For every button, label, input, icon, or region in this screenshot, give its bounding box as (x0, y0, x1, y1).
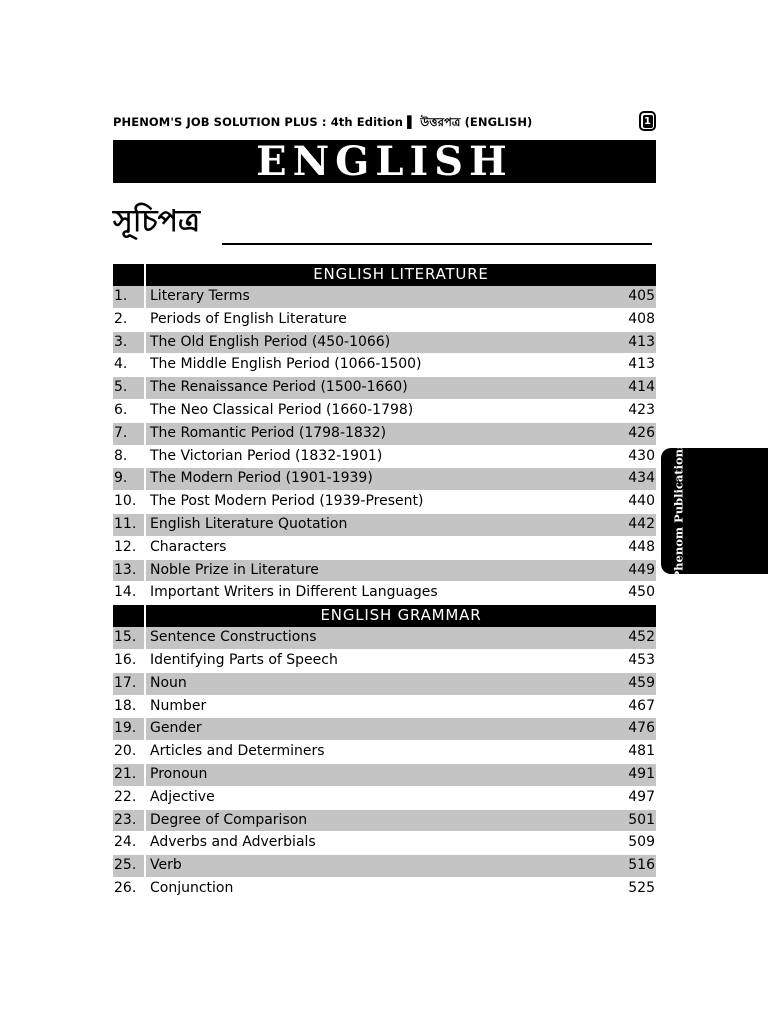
toc-item-number: 15. (113, 627, 145, 649)
toc-item-title: Noun (145, 672, 613, 695)
toc-row (113, 877, 656, 900)
toc-section-title: ENGLISH GRAMMAR (145, 605, 656, 628)
toc-item-page: 497 (613, 786, 656, 809)
toc-item-number: 16. (113, 649, 145, 672)
toc-item-page: 414 (613, 377, 656, 400)
toc-item-number: 14. (113, 582, 145, 605)
toc-item-page: 476 (613, 718, 656, 741)
toc-row (113, 513, 656, 536)
toc-item-page: 430 (613, 445, 656, 468)
toc-item-title: The Victorian Period (1832-1901) (145, 445, 613, 468)
toc-heading-rule (222, 243, 652, 245)
toc-item-page: 426 (613, 422, 656, 445)
toc-item-number: 4. (113, 354, 145, 377)
toc-item-page: 516 (613, 855, 656, 878)
toc-item-page: 525 (613, 877, 656, 900)
toc-item-number: 11. (113, 513, 145, 536)
toc-item-title: The Renaissance Period (1500-1660) (145, 377, 613, 400)
toc-item-title: Characters (145, 536, 613, 559)
toc-item-number: 22. (113, 786, 145, 809)
toc-section-header (113, 264, 656, 286)
toc-item-page: 501 (613, 809, 656, 832)
toc-item-page: 481 (613, 741, 656, 764)
toc-item-title: Periods of English Literature (145, 308, 613, 331)
toc-item-number: 7. (113, 422, 145, 445)
toc-item-page: 413 (613, 331, 656, 354)
toc-item-number: 9. (113, 468, 145, 491)
toc-item-page: 450 (613, 582, 656, 605)
toc-row (113, 491, 656, 514)
toc-item-page: 453 (613, 649, 656, 672)
toc-item-page: 442 (613, 513, 656, 536)
toc-item-title: Articles and Determiners (145, 741, 613, 764)
toc-item-title: The Neo Classical Period (1660-1798) (145, 399, 613, 422)
toc-item-page: 440 (613, 491, 656, 514)
toc-item-number: 6. (113, 399, 145, 422)
toc-item-page: 405 (613, 286, 656, 308)
running-head (113, 111, 656, 135)
toc-heading: সূচিপত্র (113, 204, 200, 239)
toc-row (113, 468, 656, 491)
toc-item-page: 491 (613, 763, 656, 786)
toc-item-number: 3. (113, 331, 145, 354)
toc-item-number: 12. (113, 536, 145, 559)
toc-item-title: English Literature Quotation (145, 513, 613, 536)
toc-item-title: The Romantic Period (1798-1832) (145, 422, 613, 445)
toc-section-spacer (113, 605, 145, 628)
toc-item-page: 452 (613, 627, 656, 649)
toc-item-page: 449 (613, 559, 656, 582)
toc-section-spacer (113, 264, 145, 286)
toc-item-number: 19. (113, 718, 145, 741)
toc-item-page: 434 (613, 468, 656, 491)
toc-row (113, 308, 656, 331)
toc-item-page: 413 (613, 354, 656, 377)
toc-item-title: Identifying Parts of Speech (145, 649, 613, 672)
toc-section-header (113, 605, 656, 628)
toc-item-title: The Post Modern Period (1939-Present) (145, 491, 613, 514)
toc-item-page: 509 (613, 832, 656, 855)
toc-row (113, 763, 656, 786)
toc-row (113, 718, 656, 741)
toc-item-title: The Old English Period (450-1066) (145, 331, 613, 354)
running-head-text: PHENOM'S JOB SOLUTION PLUS : 4th Edition ▌ উত্তরপত্র (ENGLISH) (113, 115, 533, 129)
side-tab-label: Phenom Publications (671, 442, 685, 580)
toc-row (113, 331, 656, 354)
toc-item-title: Noble Prize in Literature (145, 559, 613, 582)
toc-item-number: 25. (113, 855, 145, 878)
toc-item-page: 408 (613, 308, 656, 331)
toc-row (113, 741, 656, 764)
toc-item-number: 24. (113, 832, 145, 855)
toc-item-number: 23. (113, 809, 145, 832)
toc-table (113, 264, 656, 901)
side-tab (661, 442, 768, 580)
toc-item-number: 21. (113, 763, 145, 786)
toc-item-title: Literary Terms (145, 286, 613, 308)
toc-item-page: 448 (613, 536, 656, 559)
toc-item-number: 2. (113, 308, 145, 331)
toc-row (113, 559, 656, 582)
toc-item-number: 1. (113, 286, 145, 308)
toc-row (113, 536, 656, 559)
toc-item-number: 17. (113, 672, 145, 695)
toc-item-title: Sentence Constructions (145, 627, 613, 649)
toc-row (113, 649, 656, 672)
toc-item-title: Gender (145, 718, 613, 741)
toc-row (113, 445, 656, 468)
toc-item-title: Adjective (145, 786, 613, 809)
toc-item-title: The Middle English Period (1066-1500) (145, 354, 613, 377)
toc-row (113, 786, 656, 809)
title-banner: ENGLISH (113, 140, 656, 183)
toc-row (113, 809, 656, 832)
toc-section-title: ENGLISH LITERATURE (145, 264, 656, 286)
toc-item-title: Adverbs and Adverbials (145, 832, 613, 855)
toc-item-title: The Modern Period (1901-1939) (145, 468, 613, 491)
toc-row (113, 855, 656, 878)
toc-item-number: 20. (113, 741, 145, 764)
toc-item-number: 18. (113, 695, 145, 718)
toc-item-page: 459 (613, 672, 656, 695)
toc-row (113, 399, 656, 422)
toc-item-title: Important Writers in Different Languages (145, 582, 613, 605)
toc-item-title: Conjunction (145, 877, 613, 900)
page-number: 1 (643, 115, 652, 127)
toc-row (113, 286, 656, 308)
page-number-badge (639, 111, 656, 131)
toc-item-title: Degree of Comparison (145, 809, 613, 832)
toc-row (113, 377, 656, 400)
toc-item-number: 8. (113, 445, 145, 468)
toc-item-title: Verb (145, 855, 613, 878)
toc-row (113, 582, 656, 605)
toc-row (113, 422, 656, 445)
toc-item-page: 467 (613, 695, 656, 718)
toc-item-title: Pronoun (145, 763, 613, 786)
toc-row (113, 354, 656, 377)
toc-item-number: 26. (113, 877, 145, 900)
toc-item-number: 13. (113, 559, 145, 582)
toc-row (113, 672, 656, 695)
toc-item-number: 5. (113, 377, 145, 400)
toc-item-page: 423 (613, 399, 656, 422)
toc-item-number: 10. (113, 491, 145, 514)
toc-item-title: Number (145, 695, 613, 718)
toc-row (113, 832, 656, 855)
toc-row (113, 695, 656, 718)
toc-row (113, 627, 656, 649)
